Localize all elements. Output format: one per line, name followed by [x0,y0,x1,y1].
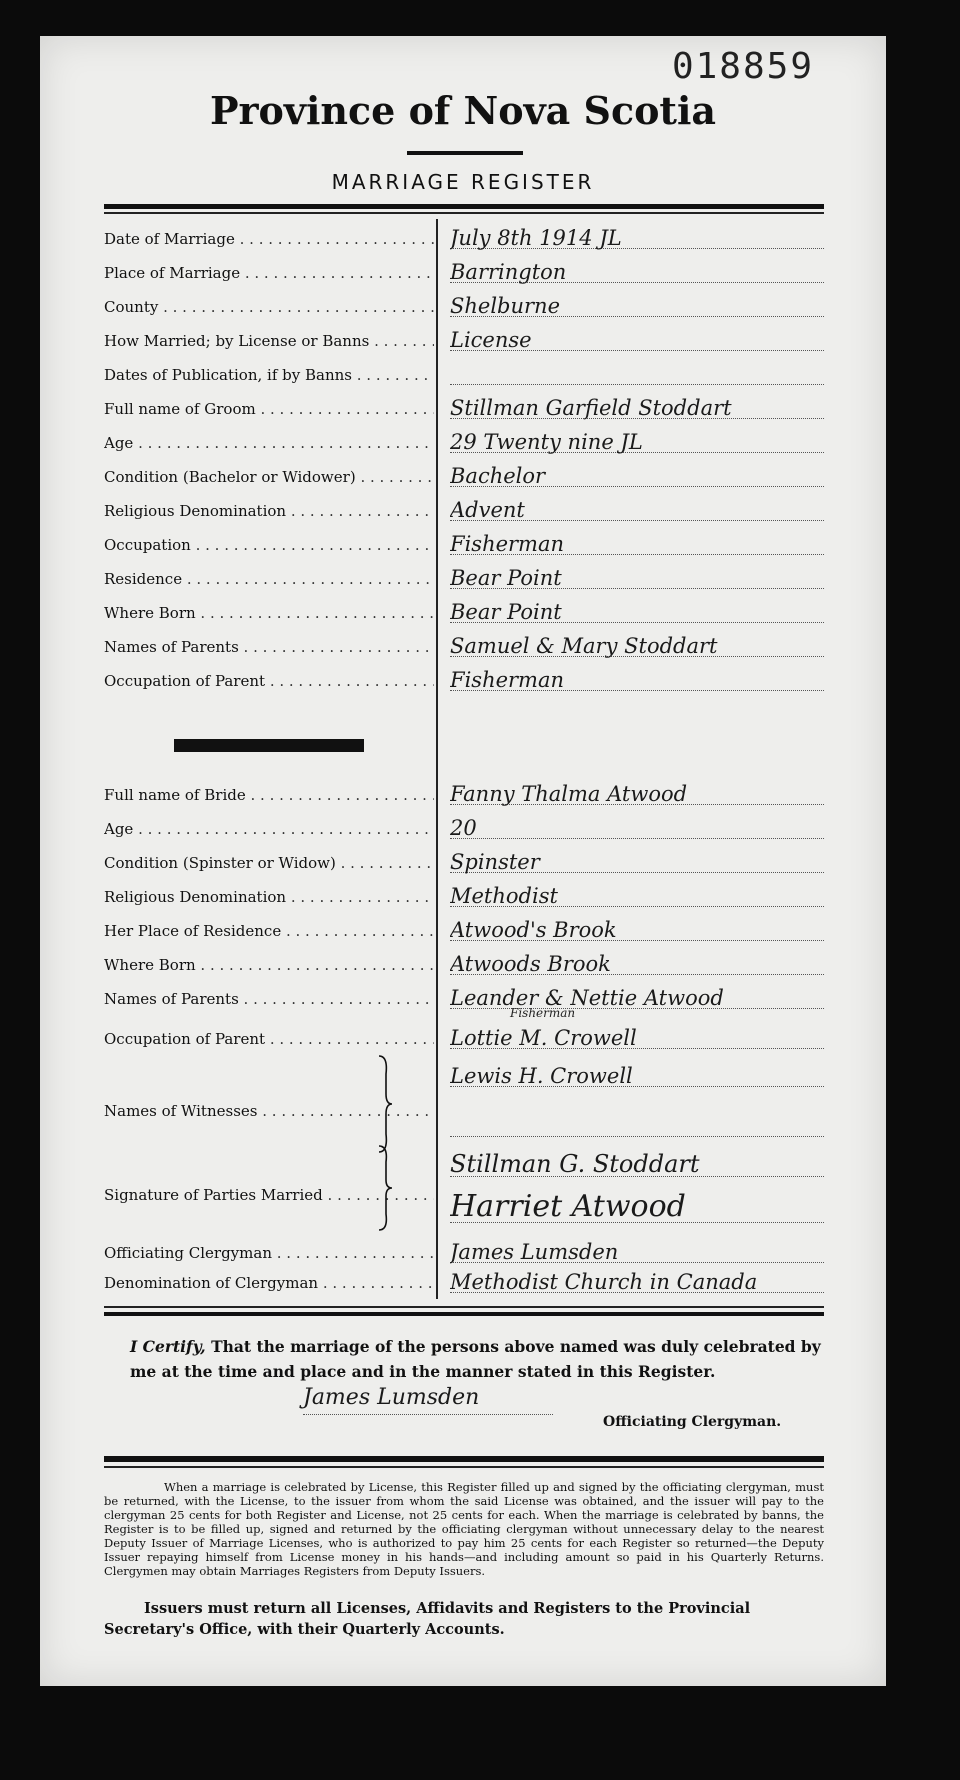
issuers-notice: Issuers must return all Licenses, Affidavits and Registers to the Provincial Secretary's Office, with their Quarterly Accounts. [104,1600,751,1638]
field-value: Shelburne [450,294,561,318]
field-bride-condition [104,842,824,876]
field-groom-parent-occupation [104,660,824,694]
field-label: Religious Denomination . . . [104,888,434,906]
field-label: Where Born . . . [104,604,434,622]
field-value: Bear Point [450,566,562,590]
bride-signature: Harriet Atwood [450,1189,686,1224]
footer-rule-thick [104,1456,824,1462]
field-label: Place of Marriage . . . [104,264,434,282]
groom-signature: Stillman G. Stoddart [450,1150,700,1178]
field-groom-birthplace [104,592,824,626]
field-label: Denomination of Clergyman . . . [104,1274,434,1292]
witness-line-2 [104,1106,824,1140]
field-value: Atwood's Brook [450,918,617,942]
field-value: July 8th 1914 JL [450,226,622,250]
field-place-of-marriage [104,252,824,286]
field-groom-residence [104,558,824,592]
field-officiating-clergyman [104,1232,824,1266]
field-groom-condition [104,456,824,490]
header-rule-thin [104,212,824,214]
field-value: Samuel & Mary Stoddart [450,634,718,658]
field-value: Fisherman [450,532,565,556]
field-label: Condition (Spinster or Widow) . . . [104,854,434,872]
signature-line-2 [104,1182,824,1226]
field-label: Full name of Bride . . . [104,786,434,804]
certify-body: That the marriage of the persons above named was duly celebrated by me at the time and place and in the manner stated in this Register. [130,1337,821,1381]
field-label: Residence . . . [104,570,434,588]
field-bride-parent-occupation [104,1018,824,1052]
field-line [450,384,824,385]
field-bride-religion [104,876,824,910]
certify-lead: I Certify, [130,1337,206,1356]
field-how-married [104,320,824,354]
field-groom-name [104,388,824,422]
field-groom-parents [104,626,824,660]
field-label: Occupation . . . [104,536,434,554]
field-label: Age . . . [104,434,434,452]
certification-text [130,1334,830,1384]
field-label: Where Born . . . [104,956,434,974]
field-value: Leander & Nettie Atwood [450,986,724,1010]
witness-line-1 [104,1050,824,1090]
field-value: License [450,328,532,352]
field-label: Dates of Publication, if by Banns . . . [104,366,434,384]
instructions-text: When a marriage is celebrated by License, this Register filled up and signed by the officiating clergyman, must be returned, with the License, to the issuer from whom the said License was obtained, and the issuer will pay to the clergyman 25 cents for both Register and License, not 25 cents for each. When the marriage is celebrated by banns, the Register is to be filled up, signed and returned by the officiating clergyman without unnecessary delay to the nearest Deputy Issuer of Marriage Licenses, who is authorized to pay him 25 cents for each Register so returned—the Deputy Issuer repaying himself from License money in his hands—and including amount so paid in his Quarterly Returns. Clergymen may obtain Marriages Registers from Deputy Issuers. [104,1480,824,1578]
field-value: Spinster [450,850,540,874]
field-label: Religious Denomination . . . [104,502,434,520]
signature-line [303,1414,553,1415]
bride-section-marker [174,739,364,752]
field-date-of-marriage [104,218,824,252]
field-value: Advent [450,498,525,522]
parent-occupation-note: Fisherman [510,1006,576,1020]
signature-brace [376,1144,394,1232]
field-value: Stillman Garfield Stoddart [450,396,732,420]
field-label: County . . . [104,298,434,316]
page-title: Province of Nova Scotia [209,88,717,133]
header-rule [104,204,824,209]
field-label: Signature of Parties Married . . . [104,1186,434,1204]
field-value: Bear Point [450,600,562,624]
field-value: James Lumsden [450,1240,619,1264]
field-label: Names of Parents . . . [104,638,434,656]
field-value: Fisherman [450,668,565,692]
clergy-role-label: Officiating Clergyman. [603,1414,782,1430]
field-bride-age [104,808,824,842]
field-label: Age . . . [104,820,434,838]
field-bride-residence [104,910,824,944]
field-label: Date of Marriage . . . [104,230,434,248]
title-divider [407,151,523,155]
field-label: Officiating Clergyman . . . [104,1244,434,1262]
field-groom-occupation [104,524,824,558]
field-value: Methodist [450,884,558,908]
field-value: Atwoods Brook [450,952,611,976]
field-label: Her Place of Residence . . . [104,922,434,940]
field-label: Full name of Groom . . . [104,400,434,418]
field-line [450,1136,824,1137]
field-value: 20 [450,816,477,840]
section-rule-thick [104,1312,824,1316]
field-value: Bachelor [450,464,546,488]
field-value: Fanny Thalma Atwood [450,782,688,806]
clergy-signature: James Lumsden [303,1385,480,1410]
field-bride-name [104,774,824,808]
field-value: Barrington [450,260,567,284]
field-label: Occupation of Parent . . . [104,672,434,690]
field-label: How Married; by License or Banns . . . [104,332,434,350]
field-label: Names of Witnesses . . . [104,1102,434,1120]
field-value: Methodist Church in Canada [450,1270,758,1294]
field-label: Names of Parents . . . [104,990,434,1008]
witness-name: Lewis H. Crowell [450,1064,633,1088]
section-rule [104,1306,824,1308]
register-form [40,36,886,1686]
field-groom-age [104,422,824,456]
field-bride-birthplace [104,944,824,978]
field-dates-of-publication [104,354,824,388]
field-bride-parents [104,978,824,1012]
field-value: 29 Twenty nine JL [450,430,643,454]
field-county [104,286,824,320]
field-label: Occupation of Parent . . . [104,1030,434,1048]
field-groom-religion [104,490,824,524]
field-value: Lottie M. Crowell [450,1026,637,1050]
page-subtitle: MARRIAGE REGISTER [331,170,595,194]
footer-rule-thin [104,1466,824,1468]
field-label: Condition (Bachelor or Widower) . . . [104,468,434,486]
register-number: 018859 [671,46,814,87]
field-clergy-denomination [104,1262,824,1296]
